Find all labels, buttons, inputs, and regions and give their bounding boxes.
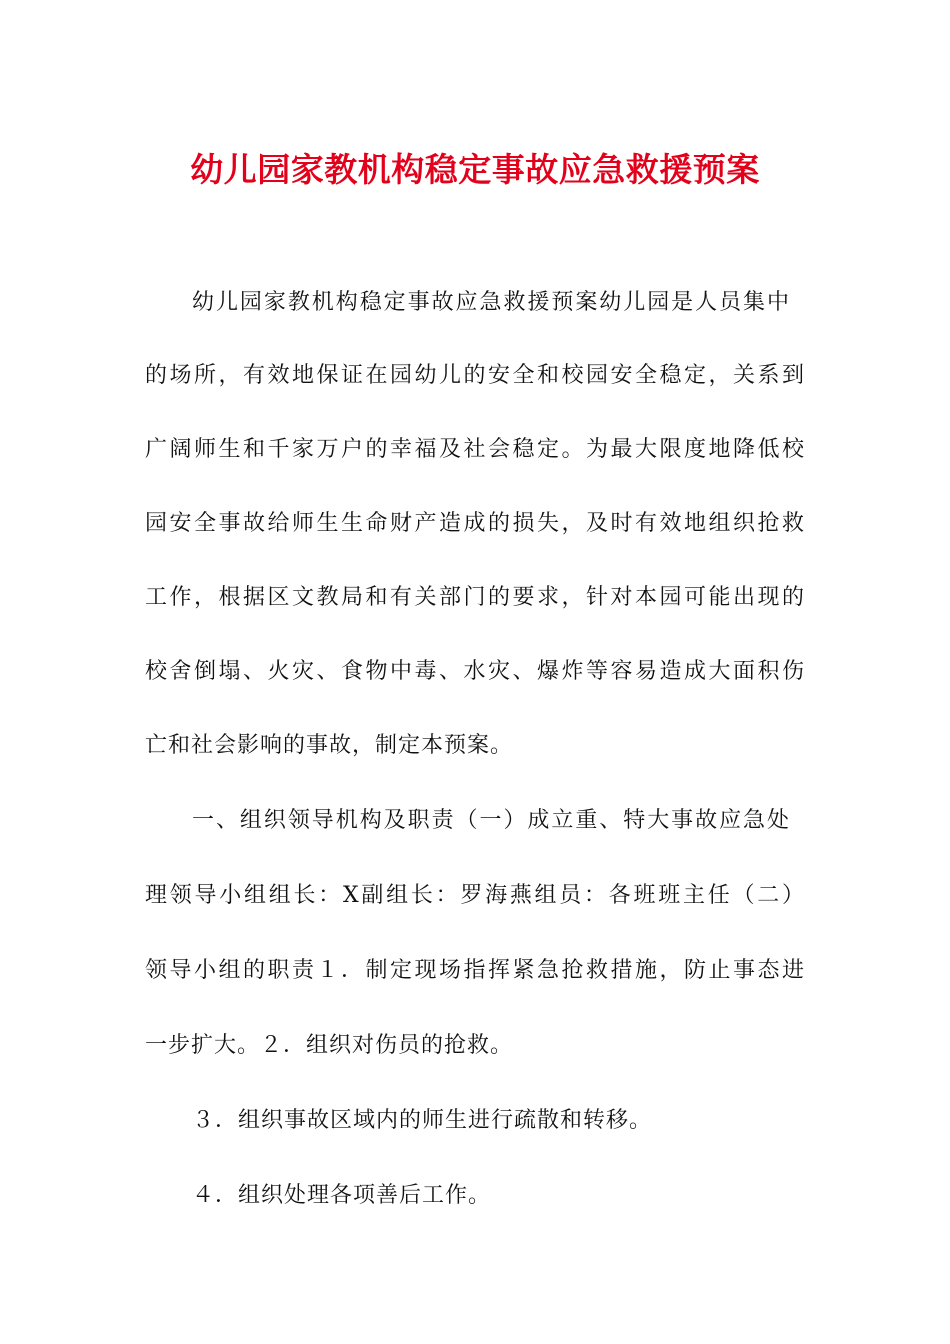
paragraph-1-line-5: 工作，根据区文教局和有关部门的要求，针对本园可能出现的 <box>145 585 805 610</box>
paragraph-1-line-2: 的场所，有效地保证在园幼儿的安全和校园安全稳定，关系到 <box>145 363 805 388</box>
paragraph-1-line-4: 园安全事故给师生生命财产造成的损失，及时有效地组织抢救 <box>145 511 805 536</box>
paragraph-1-line-1: 幼儿园家教机构稳定事故应急救援预案幼儿园是人员集中 <box>192 290 790 315</box>
paragraph-2-line-2: 理领导小组组长：X副组长：罗海燕组员：各班班主任（二） <box>145 883 805 908</box>
paragraph-1-line-6: 校舍倒塌、火灾、食物中毒、水灾、爆炸等容易造成大面积伤 <box>145 659 805 684</box>
paragraph-2-line-1: 一、组织领导机构及职责（一）成立重、特大事故应急处 <box>192 808 790 833</box>
paragraph-2-line-3: 领导小组的职责１．制定现场指挥紧急抢救措施，防止事态进 <box>145 958 805 983</box>
paragraph-4: ４．组织处理各项善后工作。 <box>192 1183 492 1208</box>
paragraph-3: ３．组织事故区域内的师生进行疏散和转移。 <box>192 1108 653 1133</box>
paragraph-2-line-4: 一步扩大。２．组织对伤员的抢救。 <box>145 1033 514 1058</box>
paragraph-1-line-7: 亡和社会影响的事故，制定本预案。 <box>145 733 514 758</box>
paragraph-1-line-3: 广阔师生和千家万户的幸福及社会稳定。为最大限度地降低校 <box>145 437 805 462</box>
document-title: 幼儿园家教机构稳定事故应急救援预案 <box>190 150 760 189</box>
